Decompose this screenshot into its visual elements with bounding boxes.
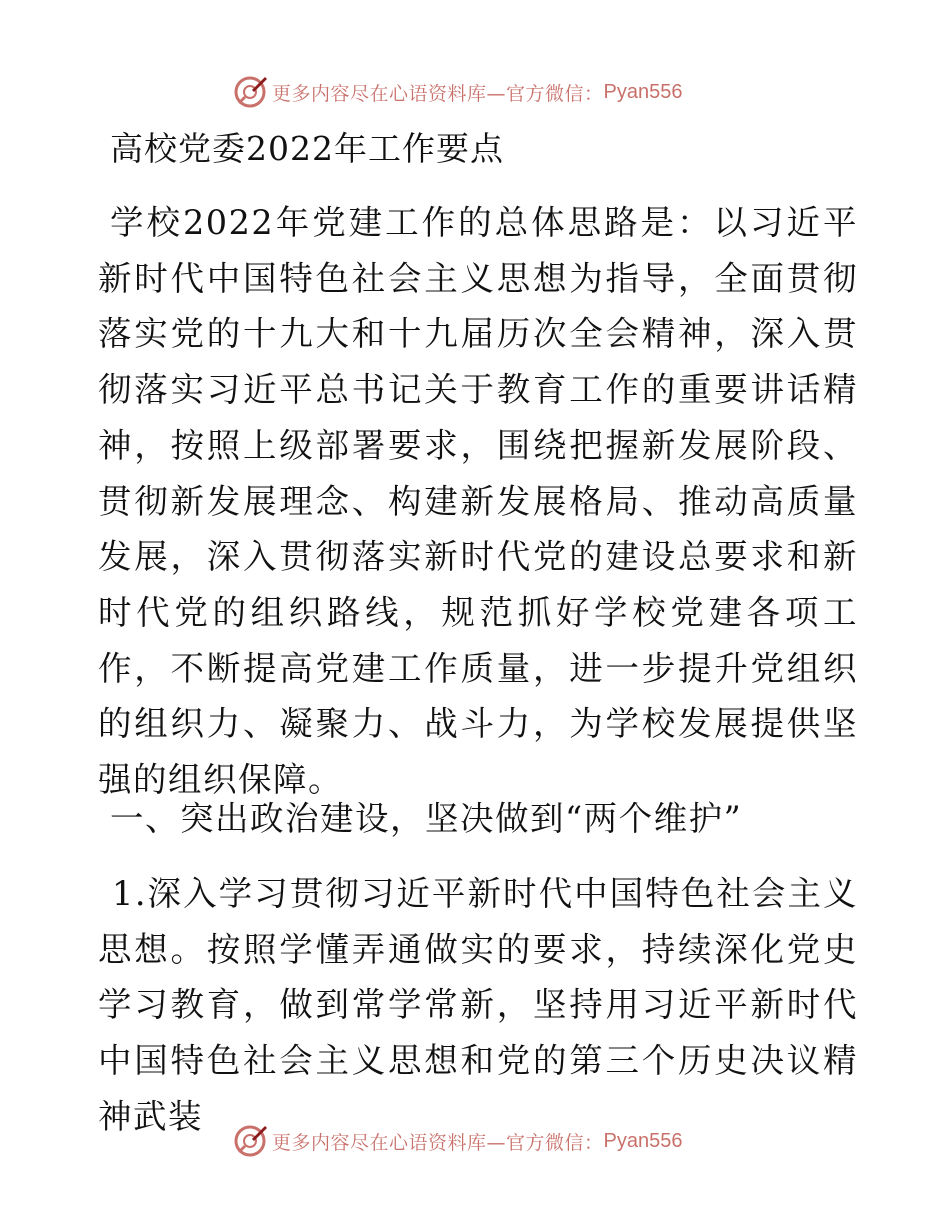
watermark-text: 更多内容尽在心语资料库—官方微信： <box>272 82 604 105</box>
watermark-wechat-id: Pyan556 <box>603 1129 683 1152</box>
watermark-footer <box>232 1121 682 1161</box>
section-heading-1: 一、突出政治建设，坚决做到“两个维护” <box>110 799 743 838</box>
pen-nib-logo-icon <box>232 74 268 110</box>
watermark-header <box>232 72 682 112</box>
pen-nib-logo-icon <box>232 1123 268 1159</box>
document-title: 高校党委2022年工作要点 <box>110 129 504 168</box>
body-paragraph-overview: 学校2022年党建工作的总体思路是：以习近平新时代中国特色社会主义思想为指导，全面贯彻落实党的十九大和十九届历次全会精神，深入贯彻落实习近平总书记关于教育工作的重要讲话精神，按照上级部署要求，围绕把握新发展阶段、贯彻新发展理念、构建新发展格局、推动高质量发展，深入贯彻落实新时代党的建设总要求和新时代党的组织路线，规范抓好学校党建各项工作，不断提高党建工作质量，进一步提升党组织的组织力、凝聚力、战斗力，为学校发展提供坚强的组织保障。 <box>98 203 858 800</box>
body-paragraph-item-1: 1.深入学习贯彻习近平新时代中国特色社会主义思想。按照学懂弄通做实的要求，持续深化党史学习教育，做到常学常新，坚持用习近平新时代中国特色社会主义思想和党的第三个历史决议精神武装 <box>98 874 858 1136</box>
watermark-wechat-id: Pyan556 <box>603 80 683 103</box>
watermark-text: 更多内容尽在心语资料库—官方微信： <box>272 1131 604 1154</box>
